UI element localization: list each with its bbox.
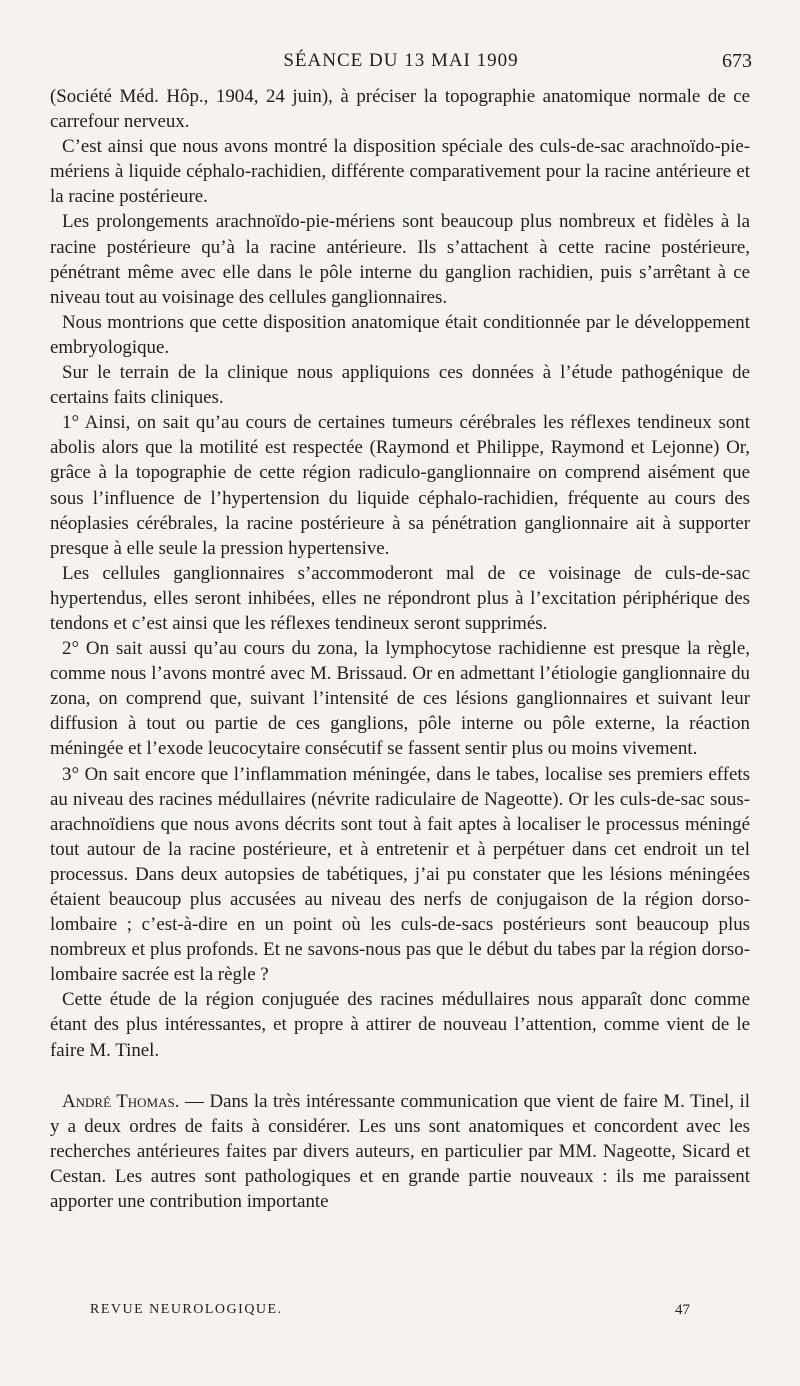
paragraph: Cette étude de la région conjuguée des racines médullaires nous apparaît donc comme étant des plus intéressantes, et propre à attirer de nouveau l’attention, comme vient de le faire M. Tinel. [50,989,750,1061]
page-header [50,50,752,84]
paragraph: C’est ainsi que nous avons montré la disposition spéciale des culs-de-sac arachnoïdo-pie-mériens à liquide céphalo-rachidien, différente comparativement pour la racine antérieure et la racine postérieure. [50,136,750,208]
paragraph: 2° On sait aussi qu’au cours du zona, la lymphocytose rachidienne est presque la règle, comme nous l’avons montré avec M. Brissaud. Or en admettant l’étiologie ganglionnaire du zona, on comprend que, suivant l’intensité de ces lésions ganglionnaires et suivant leur diffusion à tout ou partie de ces ganglions, pôle interne ou pôle externe, la réaction méningée et l’exode leucocytaire consécutif se fassent sentir plus ou moins vivement. [50,638,750,760]
paragraph: (Société Méd. Hôp., 1904, 24 juin), à préciser la topographie anatomique normale de ce carrefour nerveux. [50,86,750,133]
page-body [50,84,750,1214]
paragraph: Nous montrions que cette disposition anatomique était conditionnée par le développement embryologique. [50,311,750,358]
speaker-name: André Thomas. [62,1090,180,1112]
signature-mark: 47 [675,1302,690,1318]
thomas-text: — Dans la très intéressante communication que vient de faire M. Tinel, il y a deux ordres de faits à considérer. Les uns sont anatomiques et concordent avec les recherches antérieures faites par divers auteurs, en particulier par MM. Nageotte, Sicard et Cestan. Les autres sont pathologiques et en grande partie nouveaux : ils me paraissent apporter une contribution importante [50,1090,750,1213]
journal-name: REVUE NEUROLOGIQUE. [90,1302,283,1317]
section-gap [50,1063,750,1089]
page-number: 673 [722,50,752,72]
paragraph: 1° Ainsi, on sait qu’au cours de certaines tumeurs cérébrales les réflexes tendineux sont abolis alors que la motilité est respectée (Raymond et Philippe, Raymond et Lejonne) Or, grâce à la topographie de cette région radiculo-ganglionnaire on comprend aisément que sous l’influence de l’hypertension du liquide céphalo-rachidien, fréquente au cours des néoplasies cérébrales, la racine postérieure à sa pénétration ganglionnaire ait à supporter presque à elle seule la pression hypertensive. [50,412,750,559]
page-footer [90,1302,690,1326]
running-title: SÉANCE DU 13 MAI 1909 [283,50,519,71]
paragraph: Les prolongements arachnoïdo-pie-mériens sont beaucoup plus nombreux et fidèles à la racine postérieure qu’à la racine antérieure. Ils s’attachent à cette racine postérieure, pénétrant même avec elle dans le pôle interne du ganglion rachidien, puis s’arrêtant à ce niveau tout au voisinage des cellules ganglionnaires. [50,211,750,308]
paragraph: Les cellules ganglionnaires s’accommoderont mal de ce voisinage de culs-de-sac hypertendus, elles seront inhibées, elles ne répondront plus à l’excitation périphérique des tendons et c’est ainsi que les réflexes tendineux seront supprimés. [50,562,750,634]
thomas-paragraph [50,1089,750,1214]
paragraph: Sur le terrain de la clinique nous appliquions ces données à l’étude pathogénique de certains faits cliniques. [50,362,750,409]
paragraph: 3° On sait encore que l’inflammation méningée, dans le tabes, localise ses premiers effets au niveau des racines médullaires (névrite radiculaire de Nageotte). Or les culs-de-sac sous-arachnoïdiens que nous avons décrits sont tout à fait aptes à localiser le processus méningé tout autour de la racine postérieure, et à entretenir et à perpétuer dans cet endroit un tel processus. Dans deux autopsies de tabétiques, j’ai pu constater que les lésions méningées étaient beaucoup plus accusées au niveau des nerfs de conjugaison de la région dorso-lombaire ; c’est-à-dire en un point où les culs-de-sacs postérieurs sont beaucoup plus nombreux et plus profonds. Et ne savons-nous pas que le début du tabes par la région dorso-lombaire sacrée est la règle ? [50,763,750,986]
